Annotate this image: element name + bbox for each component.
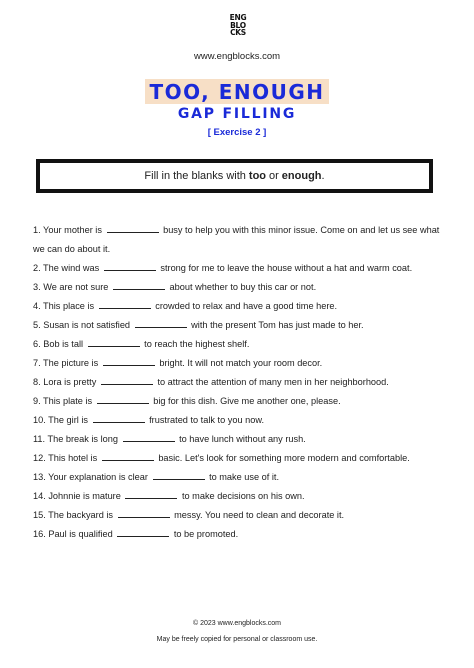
answer-blank[interactable]	[93, 412, 145, 423]
answer-blank[interactable]	[99, 298, 151, 309]
question-text: 15. The backyard is	[33, 510, 114, 520]
answer-blank[interactable]	[153, 469, 205, 480]
exercise-label: [ Exercise 2 ]	[207, 127, 267, 138]
answer-blank[interactable]	[135, 317, 187, 328]
answer-blank[interactable]	[125, 488, 177, 499]
question-text: strong for me to leave the house without a hat and warm coat.	[160, 263, 413, 273]
question-item	[33, 487, 443, 506]
question-item	[33, 221, 443, 259]
question-text: busy to help you with this minor issue. Come on and let us see what we can do about it.	[33, 225, 440, 254]
question-text: 1. Your mother is	[33, 225, 102, 235]
answer-blank[interactable]	[118, 507, 170, 518]
question-text: with the present Tom has just made to her.	[191, 320, 364, 330]
answer-blank[interactable]	[102, 450, 154, 461]
question-text: 11. The break is long	[33, 434, 118, 444]
logo-line: ENG	[229, 13, 247, 22]
keyword-enough: enough	[281, 170, 322, 182]
answer-blank[interactable]	[104, 260, 156, 271]
answer-blank[interactable]	[97, 393, 149, 404]
question-text: to reach the highest shelf.	[144, 339, 250, 349]
instructions-or: or	[269, 170, 279, 182]
question-item	[33, 297, 443, 316]
instructions-text: Fill in the blanks with	[144, 170, 246, 182]
footer-note: May be freely copied for personal or classroom use.	[156, 636, 318, 643]
question-text: to attract the attention of many men in her neighborhood.	[157, 377, 389, 387]
instructions-box	[36, 159, 433, 193]
question-text: to make decisions on his own.	[181, 491, 305, 501]
page-subtitle: GAP FILLING	[177, 106, 297, 122]
question-text: 2. The wind was	[33, 263, 100, 273]
question-text: to be promoted.	[173, 529, 239, 539]
question-item	[33, 373, 443, 392]
question-item	[33, 449, 443, 468]
question-item	[33, 392, 443, 411]
question-text: bright. It will not match your room decor.	[159, 358, 323, 368]
question-text: 6. Bob is tall	[33, 339, 84, 349]
instructions-period: .	[321, 170, 325, 182]
answer-blank[interactable]	[117, 526, 169, 537]
question-text: big for this dish. Give me another one, please.	[153, 396, 341, 406]
question-text: 3. We are not sure	[33, 282, 109, 292]
question-text: to make use of it.	[209, 472, 280, 482]
question-text: 7. The picture is	[33, 358, 99, 368]
answer-blank[interactable]	[123, 431, 175, 442]
footer-copyright: © 2023 www.engblocks.com	[192, 620, 282, 627]
question-text: 12. This hotel is	[33, 453, 98, 463]
question-item	[33, 525, 443, 544]
question-text: 5. Susan is not satisfied	[33, 320, 131, 330]
answer-blank[interactable]	[107, 222, 159, 233]
answer-blank[interactable]	[113, 279, 165, 290]
question-list	[33, 221, 443, 544]
answer-blank[interactable]	[101, 374, 153, 385]
engblocks-logo	[227, 14, 249, 37]
question-text: 9. This plate is	[33, 396, 93, 406]
question-text: 8. Lora is pretty	[33, 377, 97, 387]
question-text: about whether to buy this car or not.	[169, 282, 317, 292]
keyword-too: too	[248, 170, 267, 182]
logo-line: BLO	[230, 20, 246, 30]
page-title: TOO, ENOUGH	[145, 79, 328, 104]
answer-blank[interactable]	[103, 355, 155, 366]
question-item	[33, 278, 443, 297]
question-text: 14. Johnnie is mature	[33, 491, 121, 501]
question-text: 10. The girl is	[33, 415, 88, 425]
question-text: 13. Your explanation is clear	[33, 472, 148, 482]
question-text: crowded to relax and have a good time here.	[155, 301, 338, 311]
question-text: 16. Paul is qualified	[33, 529, 113, 539]
answer-blank[interactable]	[88, 336, 140, 347]
site-url: www.engblocks.com	[193, 51, 281, 62]
question-item	[33, 468, 443, 487]
question-text: messy. You need to clean and decorate it.	[174, 510, 345, 520]
question-item	[33, 335, 443, 354]
question-item	[33, 430, 443, 449]
question-item	[33, 316, 443, 335]
question-text: basic. Let's look for something more modern and comfortable.	[158, 453, 410, 463]
question-text: 4. This place is	[33, 301, 95, 311]
question-item	[33, 411, 443, 430]
question-text: to have lunch without any rush.	[179, 434, 306, 444]
question-text: frustrated to talk to you now.	[149, 415, 265, 425]
title-wrap	[0, 79, 474, 104]
question-item	[33, 506, 443, 525]
question-item	[33, 259, 443, 278]
logo-line: CKS	[230, 28, 246, 37]
question-item	[33, 354, 443, 373]
